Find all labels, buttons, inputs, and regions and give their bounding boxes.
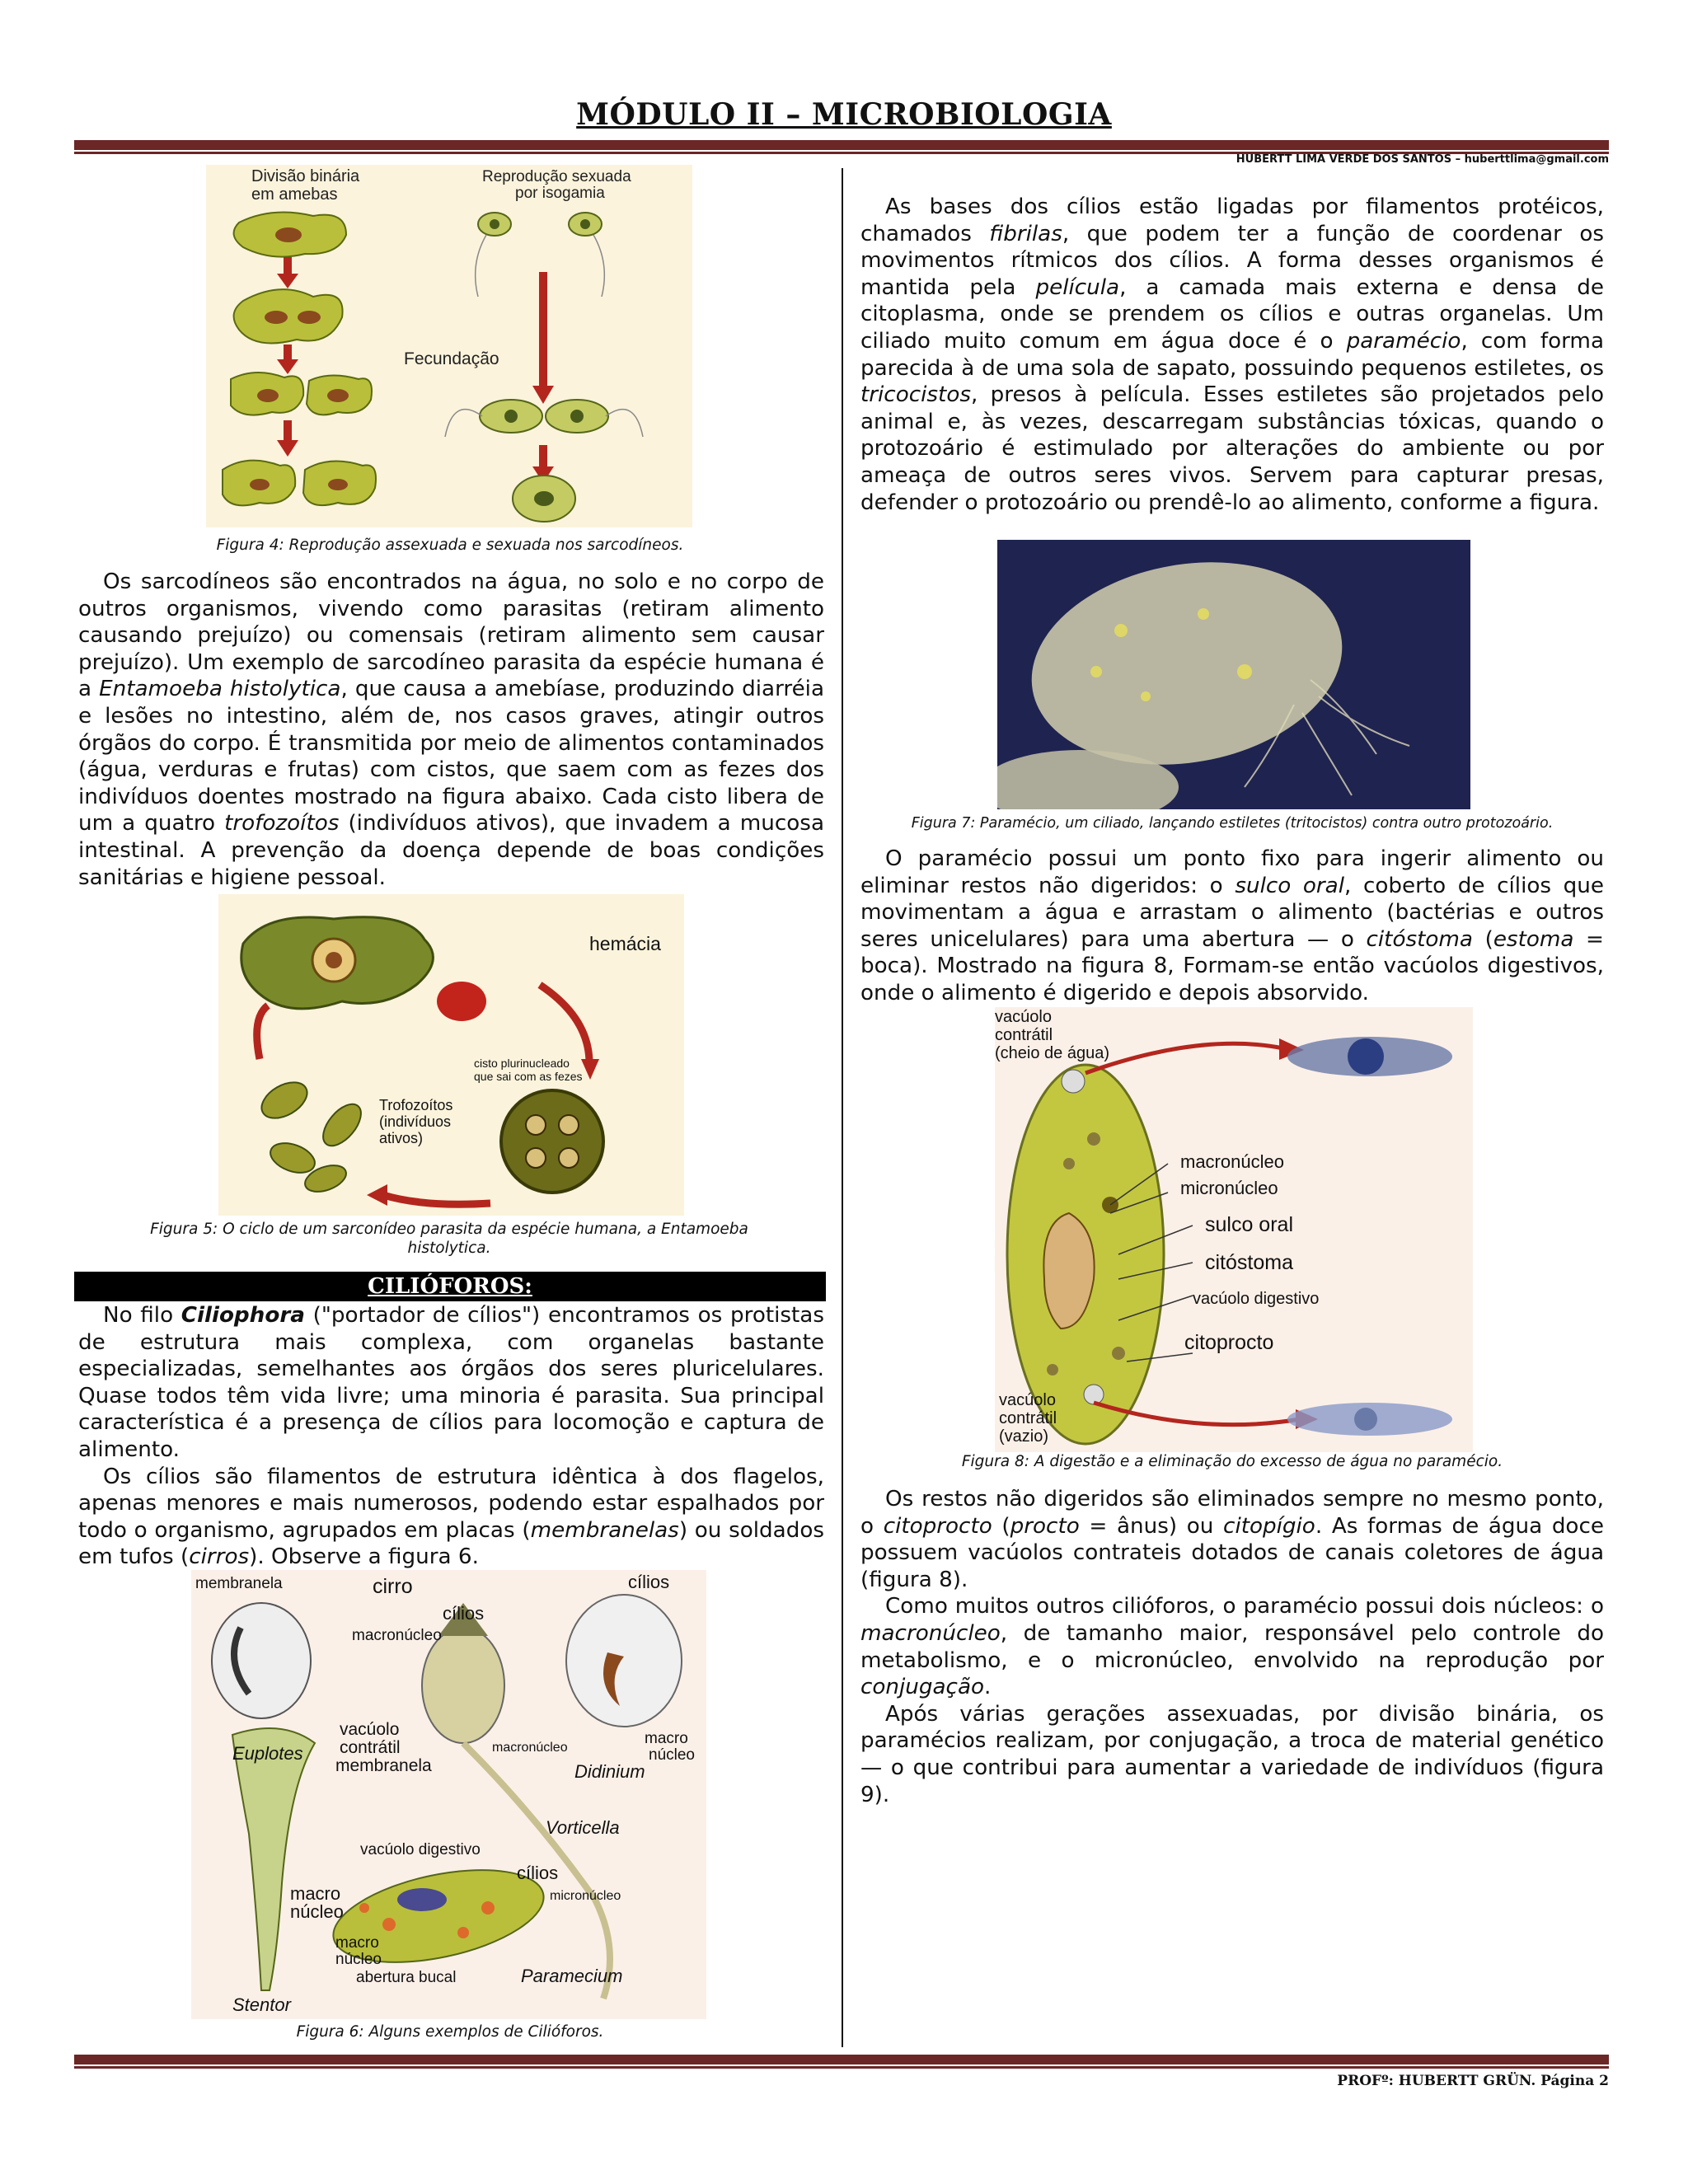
fig8-micronucleo: micronúcleo — [1180, 1178, 1278, 1198]
fig6-micronucleo: micronúcleo — [550, 1889, 621, 1903]
fig4-label-fecundacao: Fecundação — [404, 349, 499, 368]
footer-rule-thin — [74, 2066, 1609, 2069]
fig5-label-trofo: Trofozoítos — [379, 1097, 453, 1113]
fig8-sulco-oral: sulco oral — [1205, 1213, 1293, 1236]
fig6-contratil: contrátil — [340, 1738, 401, 1757]
left-paragraph-1: Os sarcodíneos são encontrados na água, no solo e no corpo de outros organismos, vivendo como parasitas (retiram alimento causando prejuízo) ou comensais (retiram alimento sem causar prejuízo). Um exemplo de sarcodíneo parasita da espécie humana é a Entamoeba histolytica, que causa a amebíase, produzindo diarréia e lesões no intestino, além de, nos casos graves, atingir outros órgãos do corpo. É transmitida por meio de alimentos contaminados (água, verduras e frutas) com cistos, que saem com as fezes dos indivíduos doentes mostrado na figura abaixo. Cada cisto libera de um a quatro trofozoítos (indivíduos ativos), que invadem a mucosa intestinal. A prevenção da doença depende de boas condições sanitárias e higiene pessoal. — [78, 569, 824, 890]
figure-4-caption: Figura 4: Reprodução assexuada e sexuada nos sarcodíneos. — [216, 537, 684, 554]
fig6-didinium: Didinium — [574, 1761, 645, 1782]
fig8-cheio: (cheio de água) — [995, 1044, 1109, 1062]
fig5-label-cisto: cisto plurinucleado — [474, 1057, 570, 1070]
fig6-membranela-2: membranela — [335, 1756, 432, 1775]
figure-5-caption-line-1: Figura 5: O ciclo de um sarconídeo parasita da espécie humana, a Entamoeba — [150, 1221, 748, 1238]
fig8-vazio: (vazio) — [999, 1427, 1049, 1446]
fig6-macro: macro — [645, 1730, 688, 1747]
fig6-euplotes: Euplotes — [232, 1743, 303, 1764]
fig8-citostoma: citóstoma — [1205, 1251, 1293, 1274]
fig8-citoprocto: citoprocto — [1184, 1331, 1274, 1354]
fig6-macronucleo-1: macronúcleo — [352, 1627, 442, 1644]
page-title: MÓDULO II – MICROBIOLOGIA — [576, 97, 1112, 132]
header-rule — [74, 140, 1609, 150]
footer-rule — [74, 2055, 1609, 2064]
figure-6-image — [191, 1570, 706, 2019]
fig6-macro-3: macro — [335, 1934, 379, 1952]
fig5-label-cisto-2: que sai com as fezes — [474, 1070, 583, 1083]
fig8-vacuolo-1: vacúolo — [995, 1008, 1052, 1026]
fig6-cilios-2: cílios — [443, 1603, 485, 1624]
fig8-contratil-2: contrátil — [999, 1409, 1057, 1427]
fig5-label-trofo-2: (indivíduos — [379, 1113, 452, 1130]
figure-4-image — [206, 165, 692, 527]
figure-5-caption — [99, 1220, 799, 1258]
figure-7-image — [997, 540, 1470, 809]
figure-8-image — [995, 1007, 1473, 1452]
figure-6-caption: Figura 6: Alguns exemplos de Cilióforos. — [296, 2023, 604, 2041]
fig4-label-binary-2: em amebas — [251, 185, 338, 204]
fig5-label-trofo-3: ativos) — [379, 1130, 424, 1146]
fig5-label-hemacia: hemácia — [589, 933, 661, 954]
right-paragraph-3: Os restos não digeridos são eliminados sempre no mesmo ponto, o citoprocto (procto = ânus) ou citopígio. As formas de água doce possuem vacúolos contrateis dotados de canais coletores de água (figura 8). Como muitos outros cilióforos, o paramécio possui dois núcleos: o macronúcleo, de tamanho maior, responsável pelo controle do metabolismo, e o micronúcleo, envolvido na reprodução por conjugação. Após várias gerações assexuadas, por divisão binária, os paramécios realizam, por conjugação, a troca de material genético — o que contribui para aumentar a variedade de indivíduos (figura 9). — [860, 1487, 1604, 1807]
fig8-vacuolo-2: vacúolo — [999, 1391, 1056, 1409]
footer-text: PROFº: HUBERTT GRÜN. Página 2 — [1337, 2073, 1609, 2089]
fig6-vorticella: Vorticella — [546, 1817, 620, 1838]
fig4-label-sexual-2: por isogamia — [515, 185, 605, 202]
figure-8-caption: Figura 8: A digestão e a eliminação do excesso de água no paramécio. — [961, 1453, 1503, 1470]
fig6-abertura-bucal: abertura bucal — [356, 1969, 457, 1986]
right-paragraph-1: As bases dos cílios estão ligadas por filamentos protéicos, chamados fibrilas, que podem ter a função de coordenar os movimentos rítmicos dos cílios. A forma desses organismos é mantida pela película, a camada mais externa e densa de citoplasma, onde se prendem os cílios e outras organelas. Um ciliado muito comum em água doce é o paramécio, com forma parecida à de uma sola de sapato, possuindo pequenos estiletes, os tricocistos, presos à película. Esses estiletes são projetados pelo animal e, às vezes, descarregam substâncias tóxicas, quando o protozoário é estimulado por alterações do ambiente ou por ameaça de outros seres vivos. Servem para capturar presas, defender o protozoário ou prendê-lo ao alimento, conforme a figura. — [860, 194, 1605, 515]
author-line: HUBERTT LIMA VERDE DOS SANTOS – huberttlima@gmail.com — [1236, 153, 1609, 166]
fig8-macronucleo: macronúcleo — [1180, 1151, 1284, 1172]
column-divider — [842, 168, 843, 2047]
right-paragraph-2: O paramécio possui um ponto fixo para ingerir alimento ou eliminar restos não digeridos: o sulco oral, coberto de cílios que movimentam a água e arrastam o alimento (bactérias e outros seres unicelulares) para uma abertura — o citóstoma (estoma = boca). Mostrado na figura 8, Formam-se então vacúolos digestivos, onde o alimento é digerido e depois absorvido. — [860, 846, 1604, 1005]
fig6-macro-2: macro — [290, 1883, 341, 1904]
fig6-macronucleo-2: macronúcleo — [492, 1741, 568, 1755]
fig8-vacuolo-digestivo: vacúolo digestivo — [1193, 1290, 1320, 1308]
section-header-ciliophora: CILIÓFOROS: — [74, 1272, 826, 1301]
fig6-membranela: membranela — [195, 1575, 283, 1592]
fig6-stentor: Stentor — [232, 1994, 291, 2015]
figure-5-caption-line-2: histolytica. — [407, 1240, 491, 1257]
fig6-cilios-3: cílios — [517, 1863, 559, 1883]
fig6-nucleo-3: núcleo — [335, 1951, 382, 1968]
fig8-contratil-1: contrátil — [995, 1026, 1053, 1044]
fig6-nucleo-2: núcleo — [290, 1901, 344, 1922]
figure-5-image — [218, 894, 684, 1216]
fig6-cilios-1: cílios — [628, 1572, 670, 1592]
fig6-vacuolo-digestivo: vacúolo digestivo — [360, 1841, 481, 1858]
fig6-nucleo: núcleo — [649, 1746, 695, 1764]
fig6-vacuolo: vacúolo — [340, 1720, 400, 1739]
left-paragraph-2: No filo Ciliophora ("portador de cílios") encontramos os protistas de estrutura mais complexa, com organelas bastante especializadas, semelhantes aos órgãos dos seres pluricelulares. Quase todos têm vida livre; uma minoria é parasita. Sua principal característica é a presença de cílios para locomoção e captura de alimento. Os cílios são filamentos de estrutura idêntica à dos flagelos, apenas menores e mais numerosos, podendo estar espalhados por todo o organismo, agrupados em placas (membranelas) ou soldados em tufos (cirros). Observe a figura 6. — [78, 1303, 825, 1570]
fig6-cirro: cirro — [373, 1575, 413, 1598]
figure-7-caption: Figura 7: Paramécio, um ciliado, lançando estiletes (tritocistos) contra outro protozoário. — [911, 815, 1554, 832]
fig4-label-binary: Divisão binária — [251, 167, 360, 185]
fig4-label-sexual: Reprodução sexuada — [482, 168, 631, 185]
fig6-paramecium: Paramecium — [521, 1966, 623, 1986]
